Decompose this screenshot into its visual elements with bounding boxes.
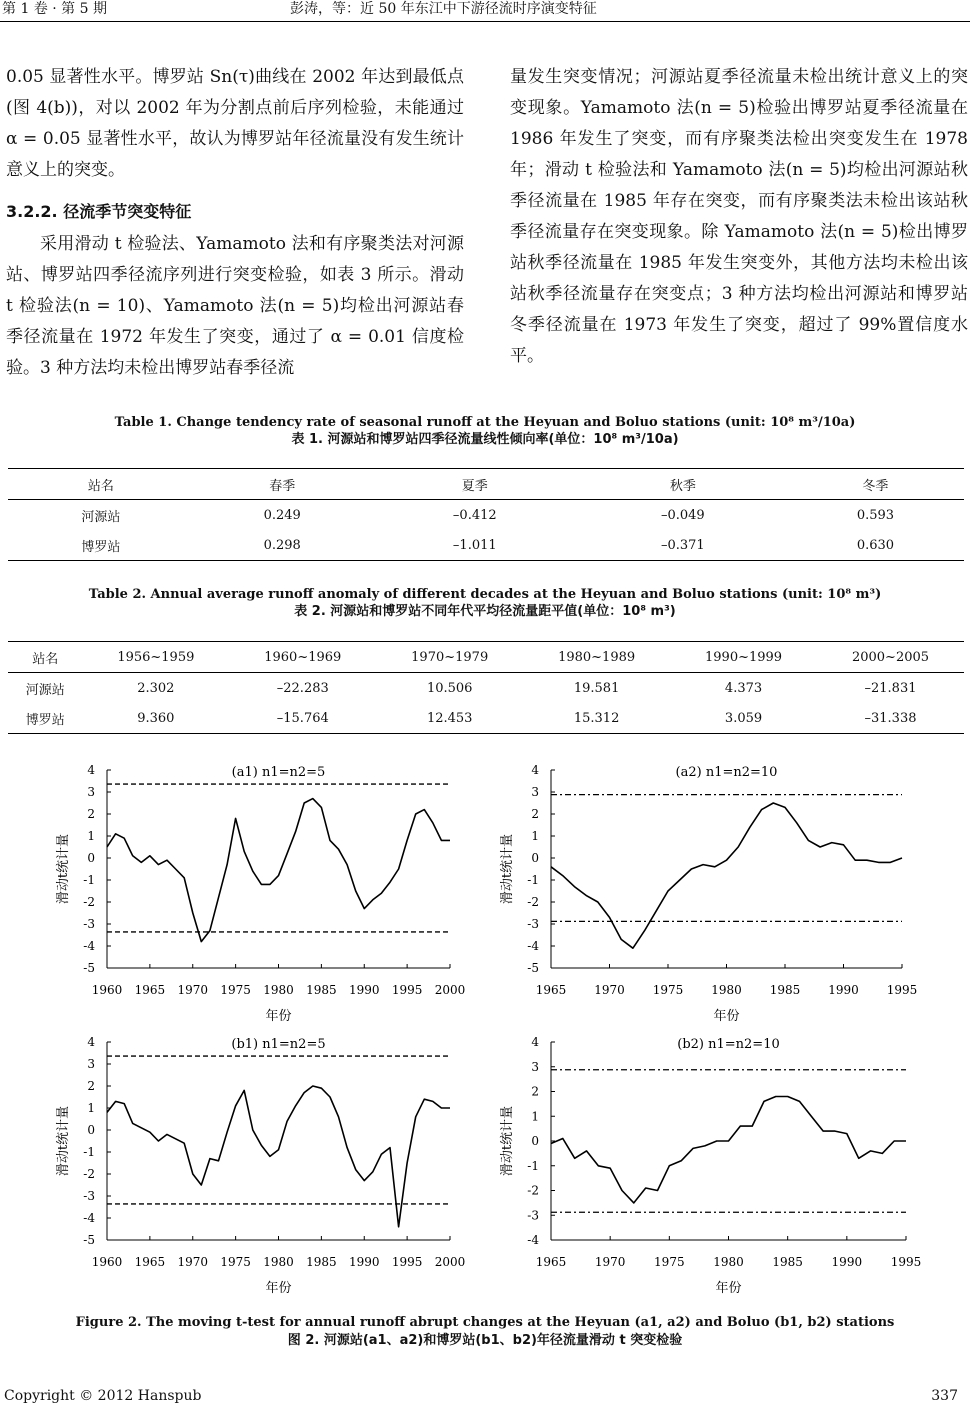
x-tick-label: 1975	[220, 983, 251, 997]
y-tick-label: -4	[527, 1233, 539, 1247]
y-tick-label: 1	[87, 829, 95, 843]
y-tick-label: 0	[531, 1134, 539, 1148]
column-header: 1970~1979	[376, 642, 523, 673]
page-number: 337	[931, 1388, 958, 1404]
column-header: 春季	[194, 469, 371, 500]
y-tick-label: -4	[527, 939, 539, 953]
header-rule	[0, 21, 970, 22]
running-header	[0, 0, 970, 22]
table-row	[8, 673, 964, 704]
table-cell: 0.249	[263, 507, 301, 523]
column-header: 秋季	[579, 469, 787, 500]
running-title: 彭涛，等：近 50 年东江中下游径流时序演变特征	[290, 1, 597, 17]
table-cell: 10.506	[426, 680, 473, 696]
x-tick-label: 1975	[654, 1255, 685, 1269]
table-cell: 河源站	[25, 682, 65, 698]
column-header: 1956~1959	[82, 642, 229, 673]
x-tick-label: 1970	[594, 983, 625, 997]
x-tick-label: 1970	[177, 983, 209, 997]
table-cell: 4.373	[724, 680, 763, 696]
table2-caption-cn: 表 2. 河源站和博罗站不同年代平均径流量距平值(单位：10⁸ m³)	[294, 604, 676, 619]
y-tick-label: -2	[527, 895, 539, 909]
y-tick-label: -4	[83, 1211, 95, 1225]
y-tick-label: -1	[527, 1158, 539, 1173]
y-tick-label: 4	[87, 763, 95, 777]
x-tick-label: 1980	[263, 983, 294, 997]
y-tick-label: -4	[83, 939, 95, 953]
chart-title: (a1) n1=n2=5	[231, 765, 326, 780]
x-tick-label: 1985	[306, 1255, 337, 1269]
y-tick-label: -1	[527, 873, 539, 887]
table-cell: –0.371	[579, 530, 787, 561]
x-tick-label: 1990	[348, 983, 380, 997]
x-tick-label: 2000	[434, 983, 466, 997]
x-tick-label: 1965	[134, 983, 166, 997]
x-tick-label: 1990	[831, 1255, 863, 1269]
table-cell: 15.312	[523, 703, 670, 734]
table-cell: –22.283	[276, 680, 329, 696]
series-line	[107, 1086, 450, 1227]
y-tick-label: -2	[83, 1167, 95, 1181]
x-tick-label: 1970	[594, 1255, 626, 1269]
y-axis-label: 滑动t统计量	[56, 833, 71, 905]
table2-caption-en: Table 2. Annual average runoff anomaly of different decades at the Heyuan and Boluo stations (unit: 10⁸ m³)	[88, 587, 882, 602]
x-axis-label: 年份	[715, 1281, 742, 1296]
x-tick-label: 1970	[177, 1255, 209, 1269]
y-tick-label: 2	[531, 807, 539, 821]
x-tick-label: 1990	[828, 983, 859, 997]
y-axis-label: 滑动t统计量	[56, 1105, 71, 1177]
x-tick-label: 1985	[769, 983, 801, 997]
table-cell: 博罗站	[8, 530, 194, 561]
x-tick-label: 1980	[713, 1255, 744, 1269]
table-row	[8, 530, 964, 561]
figure-caption-cn: 图 2. 河源站(a1、a2)和博罗站(b1、b2)年径流量滑动 t 突变检验	[287, 1333, 683, 1348]
chart-title: (b1) n1=n2=5	[231, 1037, 326, 1052]
table-cell: 9.360	[82, 703, 229, 734]
x-tick-label: 1985	[772, 1255, 803, 1269]
table-row	[8, 703, 964, 734]
column-header: 1990~1999	[670, 642, 817, 673]
x-tick-label: 1980	[263, 1255, 294, 1269]
left-column	[6, 62, 464, 384]
column-header: 冬季	[787, 469, 964, 500]
x-tick-label: 1975	[652, 983, 684, 997]
series-line	[551, 1097, 906, 1203]
x-tick-label: 1985	[306, 983, 337, 997]
x-tick-label: 2000	[434, 1255, 466, 1269]
y-tick-label: -5	[83, 961, 95, 975]
y-tick-label: -1	[83, 873, 95, 887]
table-cell: –31.338	[817, 703, 964, 734]
x-tick-label: 1990	[348, 1255, 380, 1269]
y-axis-label: 滑动t统计量	[500, 1105, 515, 1177]
table-cell: 0.593	[856, 507, 895, 523]
column-header: 1960~1969	[229, 642, 376, 673]
table-cell: –15.764	[229, 703, 376, 734]
table-cell: 19.581	[573, 680, 620, 696]
journal-volume: 第 1 卷 · 第 5 期	[2, 1, 107, 17]
figure-caption	[0, 1314, 970, 1350]
y-tick-label: 2	[531, 1084, 539, 1099]
figure-caption-en: Figure 2. The moving t-test for annual runoff abrupt changes at the Heyuan (a1, a2) and Boluo (b1, b2) stations	[75, 1315, 895, 1330]
y-tick-label: -2	[83, 895, 95, 909]
table-cell: 河源站	[81, 509, 121, 525]
x-axis-label: 年份	[265, 1009, 292, 1024]
column-header: 站名	[8, 642, 82, 673]
y-axis-label: 滑动t统计量	[500, 833, 515, 905]
y-tick-label: 0	[87, 1123, 95, 1137]
column-header: 夏季	[371, 469, 579, 500]
y-tick-label: 4	[531, 763, 539, 777]
figure-2-svg	[0, 755, 970, 1305]
y-tick-label: 3	[87, 1057, 95, 1071]
x-axis-label: 年份	[265, 1281, 292, 1296]
y-tick-label: -5	[83, 1233, 95, 1247]
column-header: 1980~1989	[523, 642, 670, 673]
table-cell: 3.059	[670, 703, 817, 734]
x-tick-label: 1995	[886, 983, 918, 997]
y-tick-label: 2	[87, 1079, 95, 1093]
table1-caption-cn: 表 1. 河源站和博罗站四季径流量线性倾向率(单位：10⁸ m³/10a)	[291, 432, 679, 447]
copyright: Copyright © 2012 Hanspub	[4, 1388, 202, 1404]
y-tick-label: -1	[83, 1145, 95, 1159]
table-cell: 2.302	[137, 680, 175, 696]
figure-2	[0, 755, 970, 1305]
table-header-row	[8, 642, 964, 673]
table-cell: 0.630	[787, 530, 964, 561]
y-tick-label: 3	[531, 785, 539, 799]
x-tick-label: 1960	[91, 1255, 123, 1269]
y-tick-label: -3	[83, 1189, 95, 1203]
x-tick-label: 1965	[535, 983, 567, 997]
x-tick-label: 1965	[535, 1255, 567, 1269]
paragraph: 量发生突变情况；河源站夏季径流量未检出统计意义上的突变现象。Yamamoto 法(n = 5)检验出博罗站夏季径流量在 1986 年发生了突变，而有序聚类法检出突变发生在 1978 年；滑动 t 检验法和 Yamamoto 法(n = 5)均检出河源站秋季径流量在 1985 年存在突变，而有序聚类法未检出该站秋季径流量存在突变现象。除 Yamamoto 法(n = 5)检出博罗站秋季径流量在 1985 年发生突变外，其他方法均未检出该站秋季径流量存在突变点；3 种方法均检出河源站和博罗站冬季径流量在 1973 年发生了突变，超过了 99%置信度水平。	[510, 67, 968, 366]
y-tick-label: -5	[527, 961, 539, 975]
y-tick-label: 4	[531, 1035, 539, 1049]
series-line	[551, 803, 902, 948]
table1-caption	[0, 414, 970, 448]
table-cell: 12.453	[376, 703, 523, 734]
table-cell: –1.011	[371, 530, 579, 561]
column-header: 2000~2005	[817, 642, 964, 673]
y-tick-label: -3	[527, 1208, 539, 1223]
series-line	[107, 799, 450, 942]
table-cell: –21.831	[864, 680, 917, 696]
y-tick-label: 1	[87, 1101, 95, 1115]
x-axis-label: 年份	[713, 1009, 740, 1024]
table-cell: –0.049	[660, 507, 705, 523]
y-tick-label: 1	[531, 829, 539, 843]
table-cell: 博罗站	[8, 703, 82, 734]
table2	[8, 641, 964, 734]
y-tick-label: 4	[87, 1035, 95, 1049]
column-header: 站名	[8, 469, 194, 500]
y-tick-label: 0	[531, 851, 539, 865]
x-tick-label: 1965	[134, 1255, 166, 1269]
table2-caption	[0, 586, 970, 620]
y-tick-label: 3	[87, 785, 95, 799]
chart-title: (b2) n1=n2=10	[677, 1037, 780, 1052]
x-tick-label: 1960	[91, 983, 123, 997]
table-header-row	[8, 469, 964, 500]
section-heading: 3.2.2. 径流季节突变特征	[6, 202, 192, 221]
x-tick-label: 1995	[890, 1255, 922, 1269]
x-tick-label: 1995	[391, 983, 423, 997]
right-column	[510, 62, 968, 372]
x-tick-label: 1975	[220, 1255, 251, 1269]
y-tick-label: 1	[531, 1109, 539, 1124]
table-cell: –0.412	[452, 507, 497, 523]
y-tick-label: 3	[531, 1059, 539, 1074]
table-row	[8, 500, 964, 531]
paragraph: 0.05 显著性水平。博罗站 Sn(τ)曲线在 2002 年达到最低点(图 4(b))，对以 2002 年为分割点前后序列检验，未能通过 α = 0.05 显著性水平，故认为博罗站年径流量没有发生统计意义上的突变。	[6, 67, 464, 180]
chart-title: (a2) n1=n2=10	[675, 765, 778, 780]
y-tick-label: -3	[83, 917, 95, 931]
y-tick-label: 2	[87, 807, 95, 821]
table-cell: 0.298	[194, 530, 371, 561]
paragraph: 采用滑动 t 检验法、Yamamoto 法和有序聚类法对河源站、博罗站四季径流序列进行突变检验，如表 3 所示。滑动 t 检验法(n = 10)、Yamamoto 法(n = 5)均检出河源站春季径流量在 1972 年发生了突变，通过了 α = 0.01 信度检验。3 种方法均未检出博罗站春季径流	[6, 234, 464, 378]
x-tick-label: 1995	[391, 1255, 423, 1269]
y-tick-label: -3	[527, 917, 539, 931]
table1-caption-en: Table 1. Change tendency rate of seasonal runoff at the Heyuan and Boluo stations (unit: 10⁸ m³/10a)	[114, 415, 856, 430]
y-tick-label: -2	[527, 1183, 539, 1198]
y-tick-label: 0	[87, 851, 95, 865]
x-tick-label: 1980	[711, 983, 742, 997]
table1	[8, 468, 964, 561]
